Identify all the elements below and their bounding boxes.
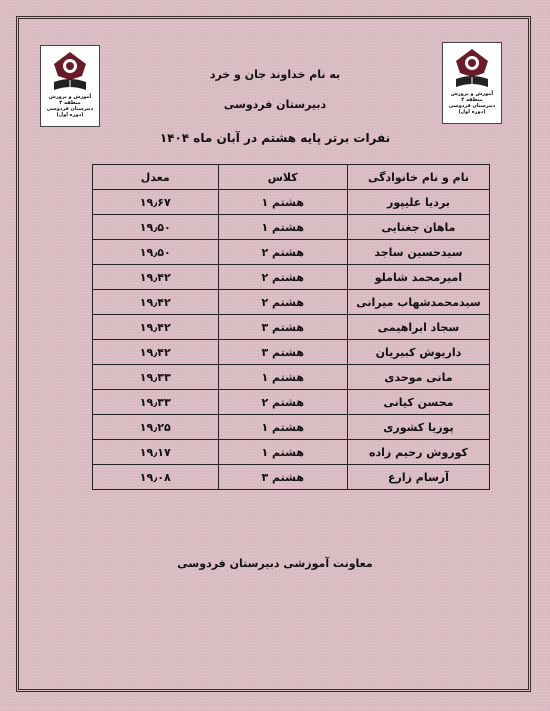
student-class: هشتم ۳	[218, 465, 347, 490]
student-name: سیدحسین ساجد	[347, 240, 489, 265]
student-name: محسن کیانی	[347, 390, 489, 415]
table-row	[93, 215, 490, 240]
logo-text-2: دبیرستان فردوسی	[448, 103, 496, 109]
student-name: مانی موحدی	[347, 365, 489, 390]
student-average: ۱۹٫۳۳	[93, 365, 219, 390]
table-row	[93, 415, 490, 440]
table-row	[93, 440, 490, 465]
logo-text-1: آموزش و پرورش منطقه ۴	[48, 94, 92, 106]
student-average: ۱۹٫۵۰	[93, 215, 219, 240]
student-name: بردیا علیپور	[347, 190, 489, 215]
student-average: ۱۹٫۴۲	[93, 290, 219, 315]
header-name: نام و نام خانوادگی	[347, 165, 489, 190]
logo-text-3: (دوره اول)	[56, 112, 84, 118]
student-class: هشتم ۱	[218, 415, 347, 440]
header-class: کلاس	[218, 165, 347, 190]
student-class: هشتم ۲	[218, 290, 347, 315]
school-name: دبیرستان فردوسی	[223, 98, 327, 111]
table-row	[93, 315, 490, 340]
header-average: معدل	[93, 165, 219, 190]
table-row	[93, 265, 490, 290]
school-logo-left	[40, 45, 100, 127]
student-class: هشتم ۳	[218, 315, 347, 340]
table-row	[93, 390, 490, 415]
student-name: آرسام زارع	[347, 465, 489, 490]
footer-signature: معاونت آموزشی دبیرستان فردوسی	[177, 557, 373, 570]
table-header-row	[93, 165, 490, 190]
student-average: ۱۹٫۴۲	[93, 315, 219, 340]
student-average: ۱۹٫۶۷	[93, 190, 219, 215]
student-name: کوروش رحیم زاده	[347, 440, 489, 465]
student-name: سیدمحمدشهاب میرانی	[347, 290, 489, 315]
logo-text-1: آموزش و پرورش منطقه ۴	[450, 91, 494, 103]
student-class: هشتم ۳	[218, 340, 347, 365]
student-average: ۱۹٫۲۵	[93, 415, 219, 440]
student-name: امیرمحمد شاملو	[347, 265, 489, 290]
top-students-table	[92, 164, 490, 490]
student-name: داریوش کبیریان	[347, 340, 489, 365]
table-row	[93, 365, 490, 390]
student-class: هشتم ۱	[218, 440, 347, 465]
student-average: ۱۹٫۴۲	[93, 265, 219, 290]
student-name: سجاد ابراهیمی	[347, 315, 489, 340]
student-class: هشتم ۱	[218, 215, 347, 240]
table-row	[93, 340, 490, 365]
table-row	[93, 240, 490, 265]
student-average: ۱۹٫۱۷	[93, 440, 219, 465]
student-average: ۱۹٫۴۲	[93, 340, 219, 365]
student-class: هشتم ۱	[218, 190, 347, 215]
table-row	[93, 190, 490, 215]
student-average: ۱۹٫۳۳	[93, 390, 219, 415]
table-row	[93, 465, 490, 490]
student-average: ۱۹٫۰۸	[93, 465, 219, 490]
school-logo-right	[442, 42, 502, 124]
student-average: ۱۹٫۵۰	[93, 240, 219, 265]
student-name: پوریا کشوری	[347, 415, 489, 440]
logo-text-2: دبیرستان فردوسی	[46, 106, 94, 112]
student-class: هشتم ۱	[218, 365, 347, 390]
page-title: نفرات برتر پایه هشتم در آبان ماه ۱۴۰۴	[159, 131, 391, 145]
logo-text-3: (دوره اول)	[458, 109, 486, 115]
invocation-line: به نام خداوند جان و خرد	[209, 68, 341, 81]
student-class: هشتم ۲	[218, 390, 347, 415]
student-name: ماهان جغتایی	[347, 215, 489, 240]
student-class: هشتم ۲	[218, 240, 347, 265]
table-row	[93, 290, 490, 315]
student-class: هشتم ۲	[218, 265, 347, 290]
